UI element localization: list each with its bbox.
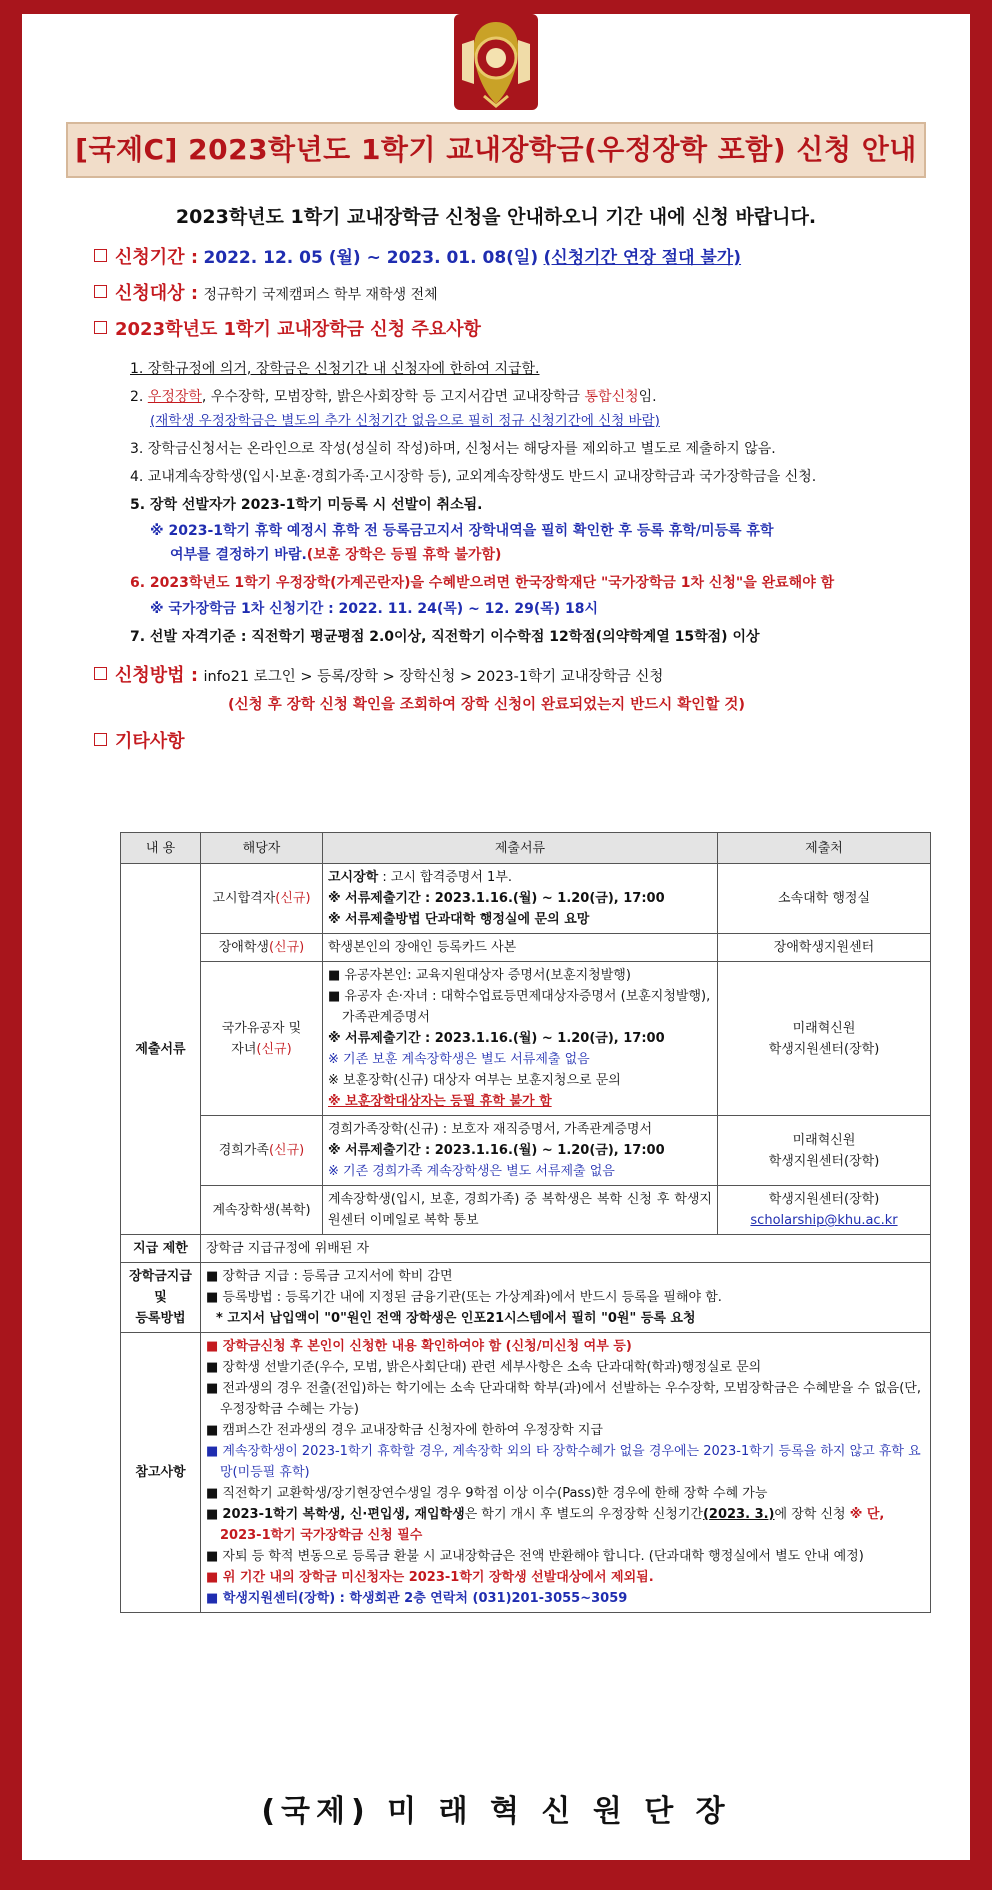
table-header-row: [121, 833, 931, 864]
where-cell: 장애학생지원센터: [718, 934, 931, 962]
period-note: (신청기간 연장 절대 불가): [543, 248, 742, 268]
table-row: [121, 934, 931, 962]
table-header: 해당자: [201, 833, 323, 864]
period-section: 신청기간 : 2022. 12. 05 (월) ~ 2023. 01. 08(일) (신청기간 연장 절대 불가): [94, 246, 741, 270]
method-note: (신청 후 장학 신청 확인을 조회하여 장학 신청이 완료되었는지 반드시 확인할 것): [228, 697, 746, 713]
checkbox-square-icon: [94, 249, 107, 262]
payment-cell: ■ 장학금 지급 : 등록금 고지서에 학비 감면 ■ 등록방법 : 등록기간 내에 지정된 금융기관(또는 가상계좌)에서 반드시 등록을 필해야 함. * 고지서 납입액이 "0"원인 전액 장학생은 인포21시스템에서 필히 "0원" 등록 요청: [201, 1263, 931, 1333]
main-item-5-note-1: ※ 2023-1학기 휴학 예정시 휴학 전 등록금고지서 장학내역을 필히 확인한 후 등록 휴학/미등록 휴학: [150, 523, 774, 539]
docs-cell: 경희가족장학(신규) : 보호자 재직증명서, 가족관계증명서 ※ 서류제출기간 : 2023.1.16.(월) ~ 1.20(금), 17:00 ※ 기존 경희가족 계속장학생은 별도 서류제출 없음: [323, 1116, 718, 1186]
main-item-4: 4. 교내계속장학생(입시·보훈·경희가족·고시장학 등), 교외계속장학생도 반드시 교내장학금과 국가장학금을 신청.: [130, 469, 817, 485]
where-cell: 학생지원센터(장학) scholarship@khu.ac.kr: [718, 1186, 931, 1235]
table-row: [121, 1235, 931, 1263]
main-item-1: 1. 장학규정에 의거, 장학금은 신청기간 내 신청자에 한하여 지급함.: [130, 361, 540, 377]
main-item-5-note-2: 여부를 결정하기 바람.(보훈 장학은 등필 휴학 불가함): [170, 547, 502, 563]
notice-page: [22, 14, 970, 1860]
who-cell: 계속장학생(복학): [201, 1186, 323, 1235]
notice-subtitle: 2023학년도 1학기 교내장학금 신청을 안내하오니 기간 내에 신청 바랍니다.: [175, 206, 817, 228]
table-header: 내 용: [121, 833, 201, 864]
category-cell: 참고사항: [121, 1333, 201, 1613]
docs-cell: 학생본인의 장애인 등록카드 사본: [323, 934, 718, 962]
category-cell: 장학금지급 및 등록방법: [121, 1263, 201, 1333]
period-value: 2022. 12. 05 (월) ~ 2023. 01. 08(일): [203, 248, 539, 268]
etc-heading: 기타사항: [94, 730, 185, 754]
table-row: [121, 1116, 931, 1186]
table-header: 제출처: [718, 833, 931, 864]
docs-cell: 계속장학생(입시, 보훈, 경희가족) 중 복학생은 복학 신청 후 학생지원센터 이메일로 복학 통보: [323, 1186, 718, 1235]
university-emblem-icon: [440, 14, 552, 112]
table-row: [121, 864, 931, 934]
main-item-6: 6. 2023학년도 1학기 우정장학(가계곤란자)을 수혜받으려면 한국장학재단 "국가장학금 1차 신청"을 완료해야 함: [130, 575, 835, 591]
checkbox-square-icon: [94, 733, 107, 746]
where-cell: 소속대학 행정실: [718, 864, 931, 934]
checkbox-square-icon: [94, 667, 107, 680]
main-item-2: 2. 우정장학, 우수장학, 모범장학, 밝은사회장학 등 고지서감면 교내장학금 통합신청임.: [130, 389, 657, 405]
table-row: [121, 1186, 931, 1235]
category-cell: 지급 제한: [121, 1235, 201, 1263]
main-item-3: 3. 장학금신청서는 온라인으로 작성(성실히 작성)하며, 신청서는 해당자를 제외하고 별도로 제출하지 않음.: [130, 441, 776, 457]
checkbox-square-icon: [94, 321, 107, 334]
method-section: 신청방법 : info21 로그인 > 등록/장학 > 장학신청 > 2023-1학기 교내장학금 신청: [94, 664, 663, 689]
main-heading: 2023학년도 1학기 교내장학금 신청 주요사항: [94, 318, 481, 342]
who-cell: 국가유공자 및 자녀(신규): [201, 962, 323, 1116]
main-item-5: 5. 장학 선발자가 2023-1학기 미등록 시 선발이 취소됨.: [130, 497, 483, 513]
footer-signature: (국제) 미 래 혁 신 원 단 장: [261, 1794, 731, 1829]
method-value: info21 로그인 > 등록/장학 > 장학신청 > 2023-1학기 교내장학금 신청: [203, 669, 664, 685]
scholarship-email-link[interactable]: scholarship@khu.ac.kr: [750, 1213, 898, 1228]
checkbox-square-icon: [94, 285, 107, 298]
who-cell: 고시합격자(신규): [201, 864, 323, 934]
details-table: [120, 832, 931, 1613]
who-cell: 경희가족(신규): [201, 1116, 323, 1186]
docs-cell: 고시장학 : 고시 합격증명서 1부. ※ 서류제출기간 : 2023.1.16.(월) ~ 1.20(금), 17:00 ※ 서류제출방법 단과대학 행정실에 문의 요망: [323, 864, 718, 934]
table-row: [121, 1263, 931, 1333]
target-value: 정규학기 국제캠퍼스 학부 재학생 전체: [203, 287, 438, 303]
category-cell: 제출서류: [121, 864, 201, 1235]
notes-cell: ■ 장학금신청 후 본인이 신청한 내용 확인하여야 함 (신청/미신청 여부 등) ■ 장학생 선발기준(우수, 모범, 밝은사회단대) 관련 세부사항은 소속 단과대학(학과)행정실로 문의 ■ 전과생의 경우 전출(전입)하는 학기에는 소속 단과대학 학부(과)에서 선발하는 우수장학, 모범장학금은 수혜받을 수 없음(단, 우정장학금 수혜는 가능) ■ 캠퍼스간 전과생의 경우 교내장학금 신청자에 한하여 우정장학 지급 ■ 계속장학생이 2023-1학기 휴학할 경우, 계속장학 외의 타 장학수혜가 없을 경우에는 2023-1학기 등록을 하지 않고 휴학 요망(미등필 휴학) ■ 직전학기 교환학생/장기현장연수생일 경우 9학점 이상 이수(Pass)한 경우에 한해 장학 수혜 가능 ■ 2023-1학기 복학생, 신·편입생, 재입학생은 학기 개시 후 별도의 우정장학 신청기간(2023. 3.)에 장학 신청 ※ 단, 2023-1학기 국가장학금 신청 필수 ■ 자퇴 등 학적 변동으로 등록금 환불 시 교내장학금은 전액 반환해야 합니다. (단과대학 행정실에서 별도 안내 예정) ■ 위 기간 내의 장학금 미신청자는 2023-1학기 장학생 선발대상에서 제외됨. ■ 학생지원센터(장학) : 학생회관 2층 연락처 (031)201-3055~3059: [201, 1333, 931, 1613]
limit-cell: 장학금 지급규정에 위배된 자: [201, 1235, 931, 1263]
main-item-6-note: ※ 국가장학금 1차 신청기간 : 2022. 11. 24(목) ~ 12. 29(목) 18시: [150, 601, 599, 617]
docs-cell: ■ 유공자본인: 교육지원대상자 증명서(보훈지청발행) ■ 유공자 손·자녀 : 대학수업료등면제대상자증명서 (보훈지청발행), 가족관계증명서 ※ 서류제출기간 : 2023.1.16.(월) ~ 1.20(금), 17:00 ※ 기존 보훈 계속장학생은 별도 서류제출 없음 ※ 보훈장학(신규) 대상자 여부는 보훈지청으로 문의 ※ 보훈장학대상자는 등필 휴학 불가 함: [323, 962, 718, 1116]
where-cell: 미래혁신원 학생지원센터(장학): [718, 962, 931, 1116]
table-header: 제출서류: [323, 833, 718, 864]
target-section: 신청대상 : 정규학기 국제캠퍼스 학부 재학생 전체: [94, 282, 438, 307]
where-cell: 미래혁신원 학생지원센터(장학): [718, 1116, 931, 1186]
notice-title: [국제C] 2023학년도 1학기 교내장학금(우정장학 포함) 신청 안내: [66, 122, 926, 178]
main-item-2-note: (재학생 우정장학금은 별도의 추가 신청기간 없음으로 필히 정규 신청기간에 신청 바람): [150, 413, 660, 429]
table-row: [121, 1333, 931, 1613]
who-cell: 장애학생(신규): [201, 934, 323, 962]
table-row: [121, 962, 931, 1116]
main-item-7: 7. 선발 자격기준 : 직전학기 평균평점 2.0이상, 직전학기 이수학점 12학점(의약학계열 15학점) 이상: [130, 629, 760, 645]
